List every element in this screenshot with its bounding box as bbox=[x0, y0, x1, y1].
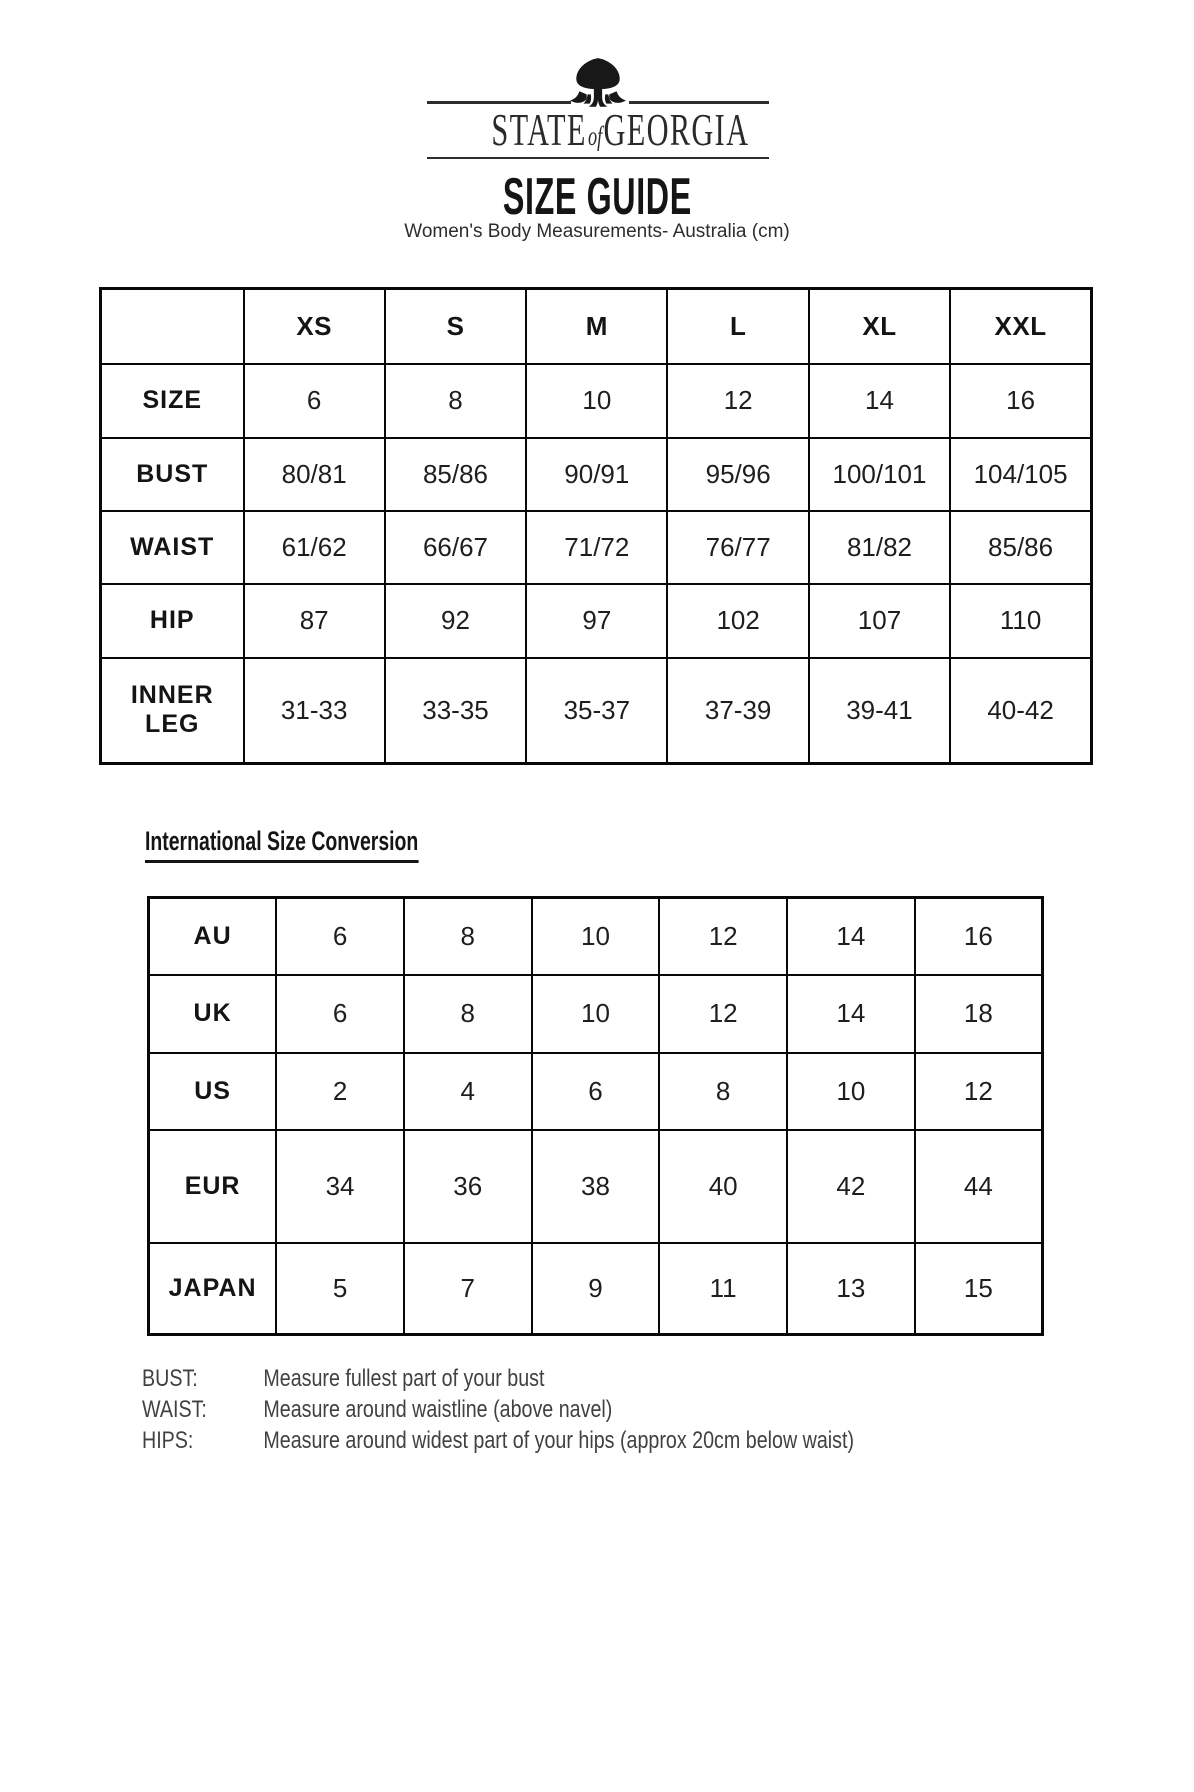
row-label: AU bbox=[149, 898, 277, 975]
column-header: S bbox=[385, 289, 526, 364]
table-cell: 6 bbox=[532, 1053, 660, 1130]
row-label: HIP bbox=[101, 584, 244, 658]
conversion-heading: International Size Conversion bbox=[145, 826, 418, 863]
row-label: WAIST bbox=[101, 511, 244, 584]
instruction-hips bbox=[142, 1425, 854, 1456]
measurement-header-row bbox=[101, 289, 1092, 364]
table-row bbox=[101, 438, 1092, 511]
table-row bbox=[149, 975, 1043, 1053]
table-cell: 8 bbox=[659, 1053, 787, 1130]
table-cell: 80/81 bbox=[244, 438, 385, 511]
table-cell: 14 bbox=[787, 898, 915, 975]
table-cell: 10 bbox=[532, 898, 660, 975]
table-row bbox=[101, 584, 1092, 658]
instruction-text: Measure around waistline (above navel) bbox=[263, 1396, 613, 1423]
table-cell: 8 bbox=[385, 364, 526, 438]
table-cell: 102 bbox=[667, 584, 808, 658]
table-cell: 85/86 bbox=[950, 511, 1091, 584]
table-row bbox=[149, 1130, 1043, 1243]
table-cell: 35-37 bbox=[526, 658, 667, 764]
table-cell: 9 bbox=[532, 1243, 660, 1335]
column-header: XL bbox=[809, 289, 950, 364]
table-cell: 95/96 bbox=[667, 438, 808, 511]
table-cell: 36 bbox=[404, 1130, 532, 1243]
row-label: SIZE bbox=[101, 364, 244, 438]
table-row bbox=[101, 658, 1092, 764]
table-cell: 12 bbox=[667, 364, 808, 438]
table-cell: 10 bbox=[532, 975, 660, 1053]
table-cell: 10 bbox=[787, 1053, 915, 1130]
table-cell: 4 bbox=[404, 1053, 532, 1130]
table-cell: 71/72 bbox=[526, 511, 667, 584]
table-row bbox=[101, 364, 1092, 438]
table-row bbox=[149, 1243, 1043, 1335]
table-cell: 61/62 bbox=[244, 511, 385, 584]
table-cell: 76/77 bbox=[667, 511, 808, 584]
row-label: UK bbox=[149, 975, 277, 1053]
table-cell: 14 bbox=[787, 975, 915, 1053]
table-cell: 37-39 bbox=[667, 658, 808, 764]
table-cell: 11 bbox=[659, 1243, 787, 1335]
page-title: SIZE GUIDE bbox=[502, 168, 692, 226]
instruction-text: Measure around widest part of your hips (approx 20cm below waist) bbox=[263, 1427, 855, 1454]
column-header bbox=[101, 289, 244, 364]
table-cell: 104/105 bbox=[950, 438, 1091, 511]
table-cell: 7 bbox=[404, 1243, 532, 1335]
table-cell: 16 bbox=[915, 898, 1043, 975]
table-cell: 92 bbox=[385, 584, 526, 658]
column-header: M bbox=[526, 289, 667, 364]
table-cell: 12 bbox=[659, 975, 787, 1053]
table-row bbox=[101, 511, 1092, 584]
table-cell: 18 bbox=[915, 975, 1043, 1053]
table-cell: 100/101 bbox=[809, 438, 950, 511]
table-cell: 34 bbox=[276, 1130, 404, 1243]
column-header: XXL bbox=[950, 289, 1091, 364]
instruction-label: BUST: bbox=[142, 1365, 198, 1392]
table-cell: 81/82 bbox=[809, 511, 950, 584]
table-cell: 14 bbox=[809, 364, 950, 438]
row-label: INNER LEG bbox=[101, 658, 244, 764]
table-row bbox=[149, 898, 1043, 975]
table-cell: 5 bbox=[276, 1243, 404, 1335]
measuring-instructions bbox=[142, 1363, 854, 1456]
column-header: XS bbox=[244, 289, 385, 364]
table-cell: 33-35 bbox=[385, 658, 526, 764]
table-row bbox=[149, 1053, 1043, 1130]
table-cell: 6 bbox=[244, 364, 385, 438]
instruction-bust bbox=[142, 1363, 854, 1394]
table-cell: 8 bbox=[404, 975, 532, 1053]
table-cell: 15 bbox=[915, 1243, 1043, 1335]
instruction-text: Measure fullest part of your bust bbox=[263, 1365, 545, 1392]
table-cell: 16 bbox=[950, 364, 1091, 438]
table-cell: 13 bbox=[787, 1243, 915, 1335]
row-label: JAPAN bbox=[149, 1243, 277, 1335]
brand-name bbox=[425, 104, 771, 162]
brand-logo bbox=[425, 54, 771, 164]
brand-name-of: of bbox=[588, 120, 603, 151]
row-label: US bbox=[149, 1053, 277, 1130]
table-cell: 2 bbox=[276, 1053, 404, 1130]
table-cell: 97 bbox=[526, 584, 667, 658]
page-subtitle: Women's Body Measurements- Australia (cm) bbox=[404, 221, 790, 242]
table-cell: 110 bbox=[950, 584, 1091, 658]
table-cell: 8 bbox=[404, 898, 532, 975]
table-cell: 6 bbox=[276, 898, 404, 975]
table-cell: 38 bbox=[532, 1130, 660, 1243]
table-cell: 44 bbox=[915, 1130, 1043, 1243]
table-cell: 10 bbox=[526, 364, 667, 438]
table-cell: 40 bbox=[659, 1130, 787, 1243]
logo-rule-bottom bbox=[427, 157, 769, 159]
table-cell: 12 bbox=[915, 1053, 1043, 1130]
table-cell: 87 bbox=[244, 584, 385, 658]
table-cell: 66/67 bbox=[385, 511, 526, 584]
column-header: L bbox=[667, 289, 808, 364]
table-cell: 42 bbox=[787, 1130, 915, 1243]
brand-name-state: STATE bbox=[491, 104, 587, 155]
table-cell: 39-41 bbox=[809, 658, 950, 764]
tree-icon bbox=[567, 57, 629, 111]
table-cell: 107 bbox=[809, 584, 950, 658]
table-cell: 40-42 bbox=[950, 658, 1091, 764]
instruction-label: WAIST: bbox=[142, 1396, 207, 1423]
table-cell: 90/91 bbox=[526, 438, 667, 511]
brand-name-georgia: GEORGIA bbox=[603, 104, 750, 155]
table-cell: 85/86 bbox=[385, 438, 526, 511]
table-cell: 31-33 bbox=[244, 658, 385, 764]
instruction-label: HIPS: bbox=[142, 1427, 194, 1454]
row-label: EUR bbox=[149, 1130, 277, 1243]
measurement-table bbox=[99, 287, 1093, 765]
table-cell: 6 bbox=[276, 975, 404, 1053]
row-label: BUST bbox=[101, 438, 244, 511]
conversion-table bbox=[147, 896, 1044, 1336]
table-cell: 12 bbox=[659, 898, 787, 975]
instruction-waist bbox=[142, 1394, 854, 1425]
